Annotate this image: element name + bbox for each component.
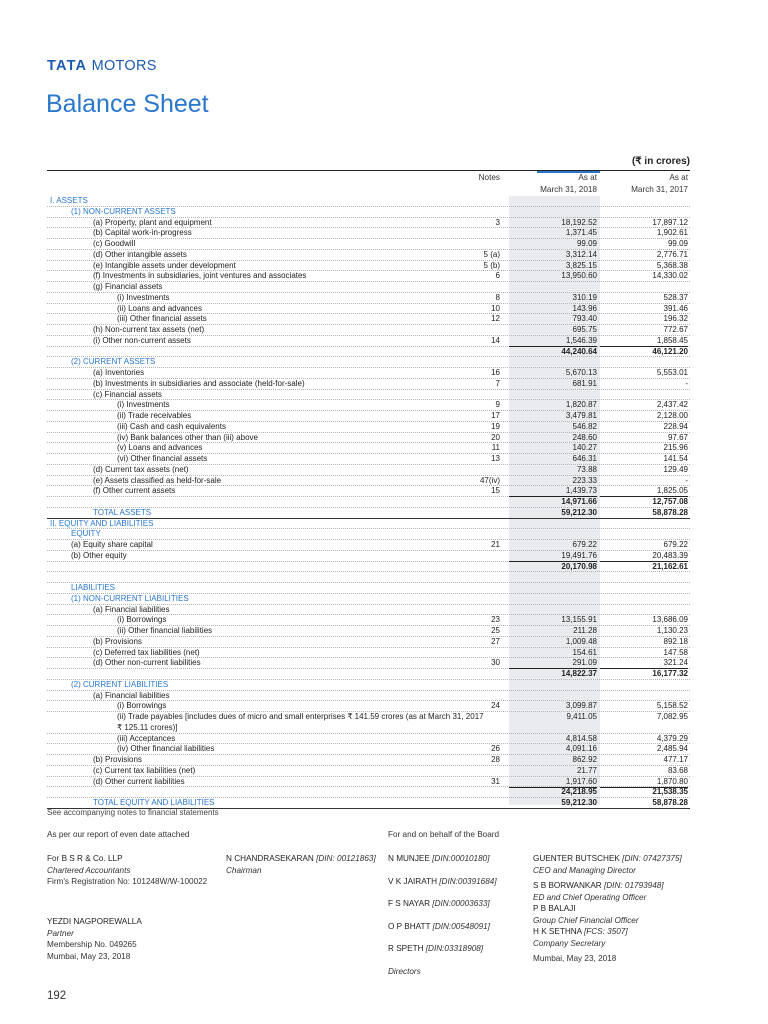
- value-2017: 20,483.39: [600, 551, 688, 562]
- auditor-firm-prefix: For: [47, 854, 62, 863]
- row-label: (c) Deferred tax liabilities (net): [93, 647, 200, 657]
- table-row: [47, 648, 690, 659]
- value-2018: 695.75: [572, 325, 597, 334]
- row-label: (ii) Trade payables [includes dues of micro and small enterprises ₹ 141.59 crores (as at March 31, 2017 ₹ 125.11 crores)]: [117, 712, 484, 732]
- value-2018: 73.88: [576, 464, 597, 474]
- table-row: [47, 454, 690, 465]
- director-din: [DIN:00010180]: [432, 854, 490, 863]
- officer-din: [DIN: 01793948]: [603, 881, 664, 890]
- table-row: [47, 658, 690, 669]
- row-label: (i) Borrowings: [117, 615, 167, 625]
- row-note-ref: 16: [491, 368, 500, 377]
- table-row: [47, 400, 690, 411]
- table-row: [47, 734, 690, 745]
- row-label: (i) Borrowings: [117, 701, 167, 711]
- table-row: [47, 368, 690, 379]
- row-label: (b) Provisions: [93, 755, 142, 764]
- row-label: (h) Non-current tax assets (net): [93, 325, 205, 334]
- value-2018: 59,212.30: [561, 507, 597, 517]
- row-note-ref: 23: [491, 615, 500, 625]
- chairman-name: N CHANDRASEKARAN: [226, 854, 314, 863]
- value-2017: 1,902.61: [656, 228, 688, 238]
- row-note-ref: 17: [491, 411, 500, 420]
- row-label: (d) Other non-current liabilities: [93, 658, 201, 668]
- director-din: [DIN:00391684]: [439, 876, 497, 886]
- row-note-ref: 14: [491, 335, 500, 345]
- value-2018: 154.61: [572, 647, 597, 657]
- row-label: (f) Other current assets: [93, 486, 176, 496]
- value-2017: 391.46: [663, 303, 688, 313]
- director-name: N MUNJEE: [388, 854, 430, 863]
- value-2017: 2,128.00: [656, 411, 688, 420]
- row-label: (iv) Other financial liabilities: [117, 744, 215, 754]
- officer-role: ED and Chief Operating Officer: [533, 892, 647, 902]
- row-label: (1) NON-CURRENT ASSETS: [71, 206, 176, 216]
- table-row: [47, 422, 690, 433]
- row-note-ref: 10: [491, 303, 500, 313]
- auditor-firm: B S R & Co. LLP: [61, 854, 123, 863]
- table-row: [47, 261, 690, 272]
- row-label: (a) Equity share capital: [71, 540, 153, 549]
- row-label: (1) NON-CURRENT LIABILITIES: [71, 593, 189, 603]
- value-2018: 248.60: [572, 432, 597, 442]
- value-2017: 5,368.38: [656, 260, 688, 270]
- value-2018: 3,825.15: [565, 260, 597, 270]
- column-header-2018-line2: March 31, 2018: [540, 185, 597, 194]
- row-label: (a) Property, plant and equipment: [93, 217, 212, 227]
- column-header-2017-line2: March 31, 2017: [631, 185, 688, 194]
- value-2018: 5,670.13: [565, 368, 597, 377]
- value-2018: 13,155.91: [561, 615, 597, 625]
- value-2018: 140.27: [572, 443, 597, 453]
- row-label: (g) Financial assets: [93, 282, 163, 291]
- value-2018: 4,091.16: [565, 744, 597, 754]
- officer-din: [DIN: 07427375]: [622, 854, 682, 863]
- value-2018: 59,212.30: [561, 798, 597, 807]
- table-row: [47, 508, 690, 519]
- row-label: (v) Loans and advances: [117, 443, 203, 453]
- row-note-ref: 20: [491, 432, 500, 442]
- table-row: [47, 465, 690, 476]
- page-number: 192: [47, 990, 67, 1002]
- row-label: TOTAL ASSETS: [93, 507, 152, 517]
- value-2018: 793.40: [572, 314, 597, 324]
- table-row: [47, 379, 690, 390]
- table-row: [47, 562, 690, 573]
- row-label: (b) Provisions: [93, 636, 142, 646]
- on-behalf-of-board-text: For and on behalf of the Board: [388, 830, 500, 839]
- table-row: [47, 433, 690, 444]
- table-row: [47, 497, 690, 508]
- director-name: F S NAYAR: [388, 899, 431, 908]
- value-2018: 1,820.87: [565, 400, 597, 410]
- partner-signature-block: [47, 916, 142, 962]
- value-2018: 1,009.48: [565, 636, 597, 646]
- directors-label: Directors: [388, 966, 421, 976]
- accompanying-notes-text: See accompanying notes to financial statements: [47, 808, 219, 817]
- value-2018: 211.28: [573, 626, 597, 635]
- column-header-2017-line1: As at: [669, 173, 688, 182]
- value-2017: 58,878.28: [652, 507, 688, 517]
- officers-place-date: Mumbai, May 23, 2018: [533, 954, 617, 963]
- value-2018: 143.96: [572, 303, 597, 313]
- director-name: V K JAIRATH: [388, 876, 437, 886]
- row-label: (a) Inventories: [93, 368, 145, 377]
- row-note-ref: 5 (a): [483, 249, 500, 259]
- table-row: [47, 594, 690, 605]
- row-label: (c) Goodwill: [93, 239, 136, 248]
- row-label: (vi) Other financial assets: [117, 454, 208, 463]
- table-row: [47, 218, 690, 229]
- value-2017: 477.17: [663, 755, 688, 764]
- value-2017: 17,897.12: [652, 217, 688, 227]
- value-2018: 310.19: [572, 292, 597, 302]
- page-title: Balance Sheet: [46, 90, 209, 118]
- table-row: [47, 572, 690, 583]
- table-row: [47, 551, 690, 562]
- value-2018: 14,822.37: [561, 669, 597, 678]
- value-2018: 24,218.95: [561, 787, 597, 797]
- value-2017: 4,379.29: [656, 733, 688, 743]
- partner-membership: Membership No. 049265: [47, 940, 137, 949]
- value-2017: 16,177.32: [652, 669, 688, 678]
- row-note-ref: 21: [491, 540, 500, 549]
- value-2018: 3,479.81: [565, 411, 597, 420]
- as-per-report-text: As per our report of even date attached: [47, 830, 190, 839]
- column-header-2017: [600, 172, 688, 196]
- row-label: (2) CURRENT ASSETS: [71, 357, 156, 367]
- value-2018: 546.82: [572, 421, 597, 431]
- table-row: [47, 239, 690, 250]
- value-2018: 44,240.64: [561, 346, 597, 356]
- value-2017: 2,776.71: [656, 249, 688, 259]
- value-2018: 19,491.76: [509, 551, 597, 562]
- table-row: [47, 357, 690, 368]
- row-label: (a) Financial liabilities: [93, 604, 170, 614]
- value-2017: 7,082.95: [656, 712, 688, 721]
- column-header-2018-line1: As at: [578, 173, 597, 182]
- row-label: (a) Financial liabilities: [93, 690, 170, 700]
- row-label: (c) Current tax liabilities (net): [93, 765, 196, 775]
- value-2018: 291.09: [509, 658, 597, 669]
- value-2017: 215.96: [663, 443, 688, 453]
- table-row: [47, 680, 690, 691]
- row-label: TOTAL EQUITY AND LIABILITIES: [93, 798, 215, 807]
- value-2018: 1,546.39: [509, 336, 597, 347]
- value-2017: 12,757.08: [652, 497, 688, 506]
- row-note-ref: 7: [495, 378, 500, 388]
- chairman-din: [DIN: 00121863]: [316, 854, 376, 863]
- table-row: [47, 228, 690, 239]
- value-2018: 223.33: [572, 475, 597, 485]
- value-2018: 646.31: [572, 454, 597, 463]
- row-label: I. ASSETS: [50, 196, 88, 205]
- table-row: [47, 583, 690, 594]
- row-note-ref: 24: [491, 701, 500, 711]
- officer-din: [FCS: 3507]: [583, 927, 628, 936]
- logo-motors: MOTORS: [91, 58, 157, 74]
- row-label: EQUITY: [71, 529, 101, 539]
- value-2018: 681.91: [572, 378, 597, 388]
- value-2017: 2,485.94: [656, 744, 688, 754]
- row-label: (ii) Other financial liabilities: [117, 626, 213, 635]
- value-2017: -: [685, 475, 688, 485]
- director-din: [DIN:03318908]: [425, 944, 484, 953]
- row-label: (f) Investments in subsidiaries, joint ventures and associates: [93, 271, 307, 281]
- table-row: [47, 787, 690, 798]
- table-row: [47, 744, 690, 755]
- row-label: (d) Other intangible assets: [93, 249, 187, 259]
- value-2017: 772.67: [663, 325, 688, 334]
- value-2017: 1,858.45: [600, 336, 688, 347]
- partner-name: YEZDI NAGPOREWALLA: [47, 917, 142, 926]
- value-2017: 13,686.09: [652, 615, 688, 625]
- value-2017: 228.94: [663, 421, 688, 431]
- row-label: (d) Current tax assets (net): [93, 464, 189, 474]
- value-2018: 18,192.52: [561, 217, 597, 227]
- notes-column-header: Notes: [478, 173, 500, 182]
- row-note-ref: 25: [491, 626, 500, 635]
- logo-tata: TATA: [47, 58, 88, 74]
- auditor-registration: Firm's Registration No: 101248W/W-100022: [47, 877, 208, 886]
- value-2017: 1,870.80: [600, 777, 688, 788]
- table-row: [47, 605, 690, 616]
- value-2017: 321.24: [600, 658, 688, 669]
- column-header-2018: [509, 172, 597, 196]
- table-row: [47, 476, 690, 487]
- currency-unit: (₹ in crores): [631, 156, 690, 167]
- table-row: [47, 755, 690, 766]
- value-2017: 97.67: [667, 432, 688, 442]
- value-2017: 141.54: [663, 454, 688, 463]
- value-2018: 20,170.98: [561, 561, 597, 571]
- value-2017: 83.68: [667, 765, 688, 775]
- row-label: (e) Intangible assets under development: [93, 260, 236, 270]
- table-row: [47, 540, 690, 551]
- row-label: (2) CURRENT LIABILITIES: [71, 679, 169, 689]
- officer-role: Company Secretary: [533, 938, 606, 948]
- row-label: (iii) Cash and cash equivalents: [117, 421, 226, 431]
- value-2017: 21,162.61: [652, 561, 688, 571]
- row-note-ref: 13: [491, 454, 500, 463]
- row-note-ref: 11: [491, 443, 500, 453]
- partner-role: Partner: [47, 928, 74, 938]
- row-note-ref: 26: [491, 744, 500, 754]
- row-label: (e) Assets classified as held-for-sale: [93, 475, 222, 485]
- value-2017: -: [685, 378, 688, 388]
- table-row: [47, 325, 690, 336]
- row-note-ref: 3: [495, 217, 500, 227]
- table-row: [47, 701, 690, 712]
- row-label: II. EQUITY AND LIABILITIES: [50, 518, 154, 528]
- table-row: [47, 271, 690, 282]
- table-row: [47, 411, 690, 422]
- auditor-signature-block: [47, 853, 207, 888]
- table-row: [47, 390, 690, 401]
- row-label: (ii) Trade receivables: [117, 411, 192, 420]
- row-label: (iv) Bank balances other than (iii) above: [117, 432, 258, 442]
- value-2017: 99.09: [667, 239, 688, 248]
- director-din: [DIN:00003633]: [432, 899, 490, 908]
- table-row: [47, 314, 690, 325]
- value-2018: 1,917.60: [509, 777, 597, 788]
- value-2017: 14,330.02: [652, 271, 688, 281]
- value-2018: 21.77: [576, 765, 597, 775]
- value-2018: 3,099.87: [565, 701, 597, 711]
- officer-name: GUENTER BUTSCHEK: [533, 854, 620, 863]
- value-2018: 14,971.66: [561, 497, 597, 506]
- table-row: [47, 293, 690, 304]
- row-label: (c) Financial assets: [93, 389, 162, 399]
- row-note-ref: 30: [491, 658, 500, 668]
- director-name: R SPETH: [388, 944, 424, 953]
- value-2017: 1,130.23: [656, 626, 688, 635]
- row-label: (ii) Loans and advances: [117, 303, 202, 313]
- table-row: [47, 282, 690, 293]
- directors-signature-block: [388, 853, 497, 977]
- table-row: [47, 615, 690, 626]
- value-2018: 1,371.45: [565, 228, 597, 238]
- row-note-ref: 31: [491, 776, 500, 786]
- value-2018: 99.09: [576, 239, 597, 248]
- table-row: [47, 207, 690, 218]
- value-2017: 5,553.01: [656, 368, 688, 377]
- officer-role: Group Chief Financial Officer: [533, 915, 639, 925]
- auditor-type: Chartered Accountants: [47, 865, 131, 875]
- row-label: LIABILITIES: [71, 583, 116, 592]
- value-2017: 129.49: [663, 464, 688, 474]
- value-2017: 21,538.35: [652, 787, 688, 797]
- value-2017: 58,878.28: [652, 798, 688, 807]
- director-name: O P BHATT: [388, 921, 431, 931]
- value-2018: 1,439.73: [509, 486, 597, 497]
- table-row: [47, 669, 690, 680]
- value-2018: 13,950.60: [561, 271, 597, 281]
- row-label: (b) Investments in subsidiaries and associate (held-for-sale): [93, 378, 305, 388]
- table-row: [47, 347, 690, 358]
- officer-name: S B BORWANKAR: [533, 881, 602, 890]
- officer-role: CEO and Managing Director: [533, 865, 636, 875]
- row-label: (b) Other equity: [71, 550, 127, 560]
- table-row: [47, 443, 690, 454]
- balance-sheet-table: [47, 196, 690, 809]
- director-din: [DIN:00548091]: [432, 921, 490, 931]
- table-row: [47, 196, 690, 207]
- table-row: [47, 777, 690, 788]
- table-row: [47, 637, 690, 648]
- row-label: (i) Investments: [117, 400, 170, 410]
- table-row: [47, 519, 690, 530]
- value-2017: 528.37: [663, 292, 688, 302]
- row-label: (d) Other current liabilities: [93, 776, 185, 786]
- chairman-role: Chairman: [226, 865, 262, 875]
- value-2017: 892.18: [663, 636, 688, 646]
- row-note-ref: 6: [495, 271, 500, 281]
- company-logo: [47, 58, 157, 74]
- row-label: (b) Capital work-in-progress: [93, 228, 192, 238]
- table-row: [47, 712, 690, 734]
- row-note-ref: 28: [491, 755, 500, 764]
- table-row: [47, 691, 690, 702]
- table-row: [47, 336, 690, 347]
- value-2017: 147.58: [663, 647, 688, 657]
- table-row: [47, 304, 690, 315]
- table-row: [47, 486, 690, 497]
- value-2018: 862.92: [572, 755, 597, 764]
- value-2017: 679.22: [663, 540, 688, 549]
- row-label: (i) Investments: [117, 292, 170, 302]
- row-note-ref: 27: [491, 636, 500, 646]
- value-2017: 196.32: [663, 314, 688, 324]
- value-2017: 46,121.20: [652, 346, 688, 356]
- chairman-signature-block: [226, 853, 376, 876]
- value-2018: 3,312.14: [565, 249, 597, 259]
- value-2017: 5,158.52: [656, 701, 688, 711]
- officer-name: H K SETHNA: [533, 927, 582, 936]
- row-note-ref: 15: [491, 486, 500, 496]
- value-2017: 2,437.42: [656, 400, 688, 410]
- value-2017: 1,825.05: [600, 486, 688, 497]
- officers-signature-block: [533, 853, 682, 965]
- value-2018: 679.22: [572, 540, 597, 549]
- row-note-ref: 12: [491, 314, 500, 324]
- table-row: [47, 766, 690, 777]
- table-row: [47, 529, 690, 540]
- row-note-ref: 47(iv): [479, 475, 500, 485]
- row-label: (i) Other non-current assets: [93, 335, 191, 345]
- row-label: (iii) Other financial assets: [117, 314, 207, 324]
- auditor-place-date: Mumbai, May 23, 2018: [47, 951, 131, 961]
- row-note-ref: 9: [495, 400, 500, 410]
- value-2018: 4,814.58: [565, 733, 597, 743]
- row-note-ref: 5 (b): [483, 260, 500, 270]
- table-row: [47, 250, 690, 261]
- value-2018: 9,411.05: [566, 712, 597, 721]
- row-label: (iii) Acceptances: [117, 733, 176, 743]
- row-note-ref: 8: [495, 292, 500, 302]
- officer-name: P B BALAJI: [533, 904, 576, 913]
- table-row: [47, 626, 690, 637]
- row-note-ref: 19: [491, 421, 500, 431]
